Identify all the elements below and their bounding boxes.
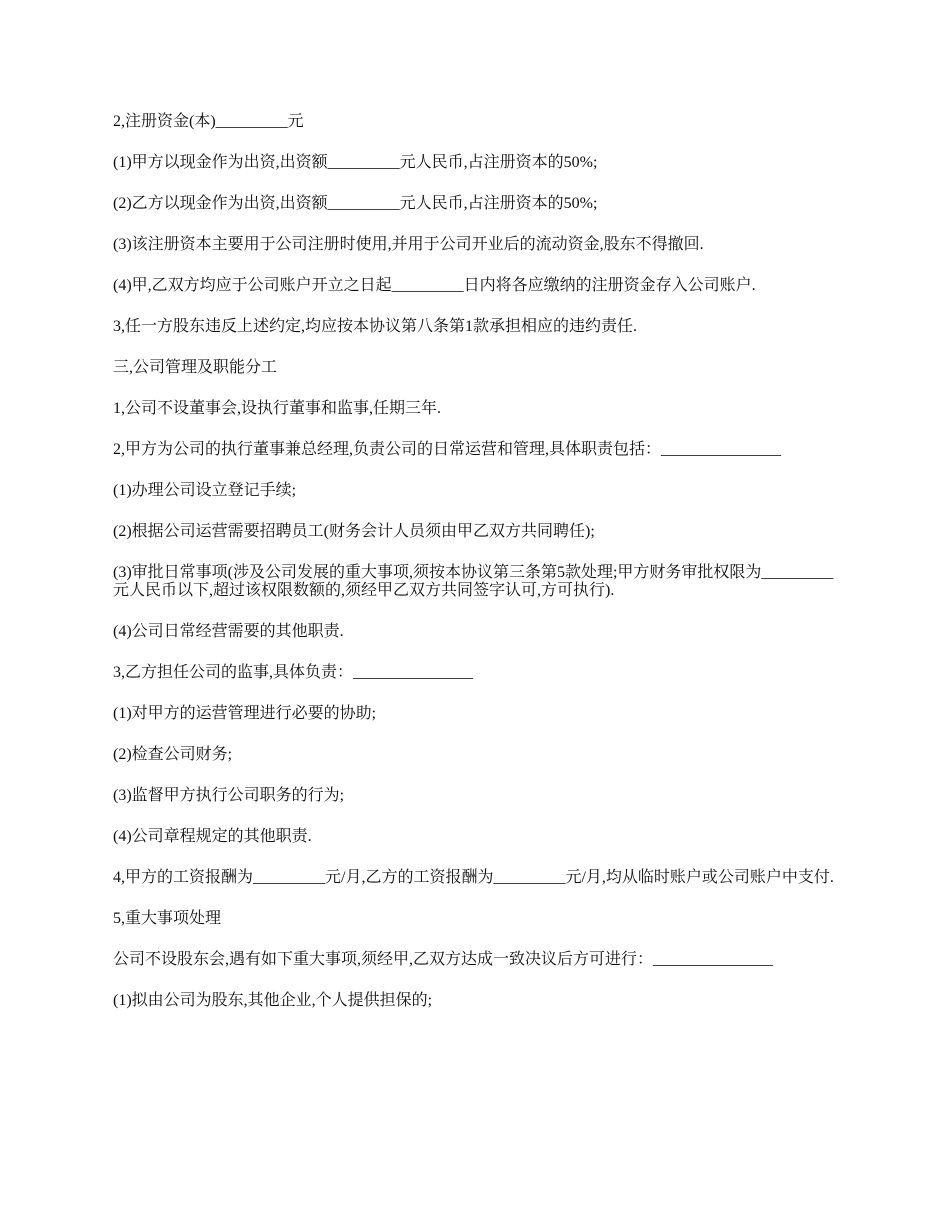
paragraph-major-matters: 公司不设股东会,遇有如下重大事项,须经甲,乙双方达成一致决议后方可进行：_______________ bbox=[113, 951, 774, 968]
list-item: (4)公司章程规定的其他职责. bbox=[113, 828, 312, 845]
paragraph-breach-liability: 3,任一方股东违反上述约定,均应按本协议第八条第1款承担相应的违约责任. bbox=[113, 318, 638, 335]
paragraph-capital-usage: (3)该注册资本主要用于公司注册时使用,并用于公司开业后的流动资金,股东不得撤回. bbox=[113, 236, 704, 253]
paragraph-party-a-contribution: (1)甲方以现金作为出资,出资额_________元人民币,占注册资本的50%; bbox=[113, 154, 598, 171]
list-item: (3)审批日常事项(涉及公司发展的重大事项,须按本协议第三条第5款处理;甲方财务审批权限为_________元人民币以下,超过该权限数额的,须经甲乙双方共同签字认可,方可执行). bbox=[113, 564, 834, 599]
paragraph-party-a-duties: 2,甲方为公司的执行董事兼总经理,负责公司的日常运营和管理,具体职责包括：_______________ bbox=[113, 441, 782, 458]
list-item: (2)根据公司运营需要招聘员工(财务会计人员须由甲乙双方共同聘任); bbox=[113, 523, 595, 540]
paragraph-major-matters-heading: 5,重大事项处理 bbox=[113, 910, 222, 927]
list-item: (1)对甲方的运营管理进行必要的协助; bbox=[113, 705, 377, 722]
paragraph-salary: 4,甲方的工资报酬为_________元/月,乙方的工资报酬为_________元/月,均从临时账户或公司账户中支付. bbox=[113, 869, 834, 886]
paragraph-party-b-supervisor: 3,乙方担任公司的监事,具体负责：_______________ bbox=[113, 664, 474, 681]
list-item: (1)办理公司设立登记手续; bbox=[113, 482, 297, 499]
paragraph-no-board: 1,公司不设董事会,设执行董事和监事,任期三年. bbox=[113, 400, 442, 417]
paragraph-capital-deposit: (4)甲,乙双方均应于公司账户开立之日起_________日内将各应缴纳的注册资金存入公司账户. bbox=[113, 277, 756, 294]
paragraph-party-b-contribution: (2)乙方以现金作为出资,出资额_________元人民币,占注册资本的50%; bbox=[113, 195, 598, 212]
list-item: (4)公司日常经营需要的其他职责. bbox=[113, 623, 344, 640]
list-item: (1)拟由公司为股东,其他企业,个人提供担保的; bbox=[113, 992, 433, 1009]
section-heading-management: 三,公司管理及职能分工 bbox=[113, 359, 278, 376]
document-body bbox=[113, 113, 837, 1033]
paragraph-registered-capital: 2,注册资金(本)_________元 bbox=[113, 113, 304, 130]
list-item: (2)检查公司财务; bbox=[113, 746, 233, 763]
list-item: (3)监督甲方执行公司职务的行为; bbox=[113, 787, 345, 804]
